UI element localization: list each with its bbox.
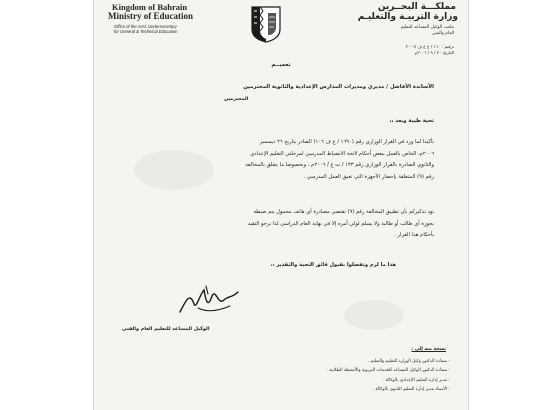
letterhead-en-ministry: Ministry of Education bbox=[108, 11, 194, 21]
body-paragraph-2 bbox=[136, 207, 434, 242]
copy-to-item: - الأستاذ مدير إدارة التعليم الثانوي بالوكالة . bbox=[372, 387, 450, 393]
letterhead-ar-office bbox=[401, 25, 454, 37]
addressee-line: الأساتذة الأفاضل / مديري ومديرات المدارس الإعدادية والثانوية المحترمين bbox=[243, 84, 434, 90]
body-paragraph-1 bbox=[136, 137, 434, 183]
paragraph-line: بحوزة أي طالب أو طالبة ولا يسلم لولي أمره إلا في نهاية العام الدراسي لذا نرجو التقيد bbox=[247, 220, 434, 227]
handwritten-signature bbox=[176, 282, 242, 320]
bahrain-emblem-icon bbox=[250, 5, 282, 43]
letterhead-en-kingdom: Kingdom of Bahrain bbox=[112, 2, 188, 12]
letterhead-ar-kingdom: مملكـــة البحــرين bbox=[377, 2, 456, 12]
scan-smudge bbox=[344, 300, 404, 330]
signatory-title: الوكيل المساعد للتعليم العام والفني bbox=[122, 326, 210, 332]
respected-label: المحترمين bbox=[224, 97, 249, 102]
paragraph-line: رقم (٩) المتعلقة بإحضار الأجهزة التي تعيق العمل المدرسي . bbox=[303, 173, 434, 180]
letterhead-ar-office-line: مكتب الوكيل المساعد للتعليم bbox=[400, 25, 454, 30]
reference-number: ترقيم : ١٦٠ / ع ع ف /٢٠٠٦ bbox=[405, 44, 454, 49]
paragraph-line: بأحكام هذا القرار . bbox=[394, 232, 434, 239]
letterhead-ar-office-line: العام والفني bbox=[431, 31, 454, 36]
paragraph-line: نود تذكيركم بأن تطبيق المخالفة رقم (٩) تقتضي مصادرة أي هاتف محمول يتم ضبطه bbox=[253, 209, 434, 215]
greeting-line: تحية طيبة وبعد ،، bbox=[389, 118, 434, 124]
document-title: تعميــم bbox=[271, 62, 291, 68]
paragraph-line: تأكيدا لما ورد في القرار الوزاري رقم (١٦٩٠ / ع ف ١٠٦) الصادر بتاريخ ٢٦ ديسمبر bbox=[259, 139, 434, 145]
paragraph-line: والثانوي الصادرة بالقرار الوزاري رقم ١٣٣ / ت ع / ٢٠٠٦م ، وبخصوصا ما يتعلق بالمخالفة bbox=[245, 162, 434, 169]
copy-to-item: - سعادة الدكتور الوكيل المساعد للخدمات التربوية والأنشطة الطلابية . bbox=[326, 368, 450, 374]
letter-page bbox=[94, 0, 468, 410]
copy-to-header: نسخة منه إلى : bbox=[411, 347, 446, 352]
copy-to-list bbox=[327, 357, 451, 395]
copy-to-item: - مدير إدارة التعليم الإعدادي بالوكالة . bbox=[382, 377, 450, 383]
letterhead-en-office-line: for General & Technical Education bbox=[114, 29, 178, 35]
letterhead-en-office bbox=[114, 24, 177, 34]
reference-date: التاريخ : ٣ / ٩ / ٢٠٠٦م bbox=[414, 50, 454, 55]
copy-to-item: - سعادة الدكتور وكيل الوزارة للتعليم والتعليم . bbox=[367, 359, 450, 364]
closing-line: هذا ما لزم وتفضلوا بقبول فائق التحية والتقدير ،، bbox=[270, 262, 396, 268]
letterhead-ar-ministry: وزارة التربيـة والتعليـم bbox=[357, 12, 458, 22]
letterhead-reference bbox=[406, 44, 454, 56]
paragraph-line: ٢٠٠٦م، الخاص بالعمل ببعض أحكام لائحة الانضباط المدرسي لمرحلتي التعليم الإعدادي bbox=[250, 150, 434, 157]
letterhead-en-office-line: Office of the Asst. Undersecretary bbox=[114, 24, 177, 29]
